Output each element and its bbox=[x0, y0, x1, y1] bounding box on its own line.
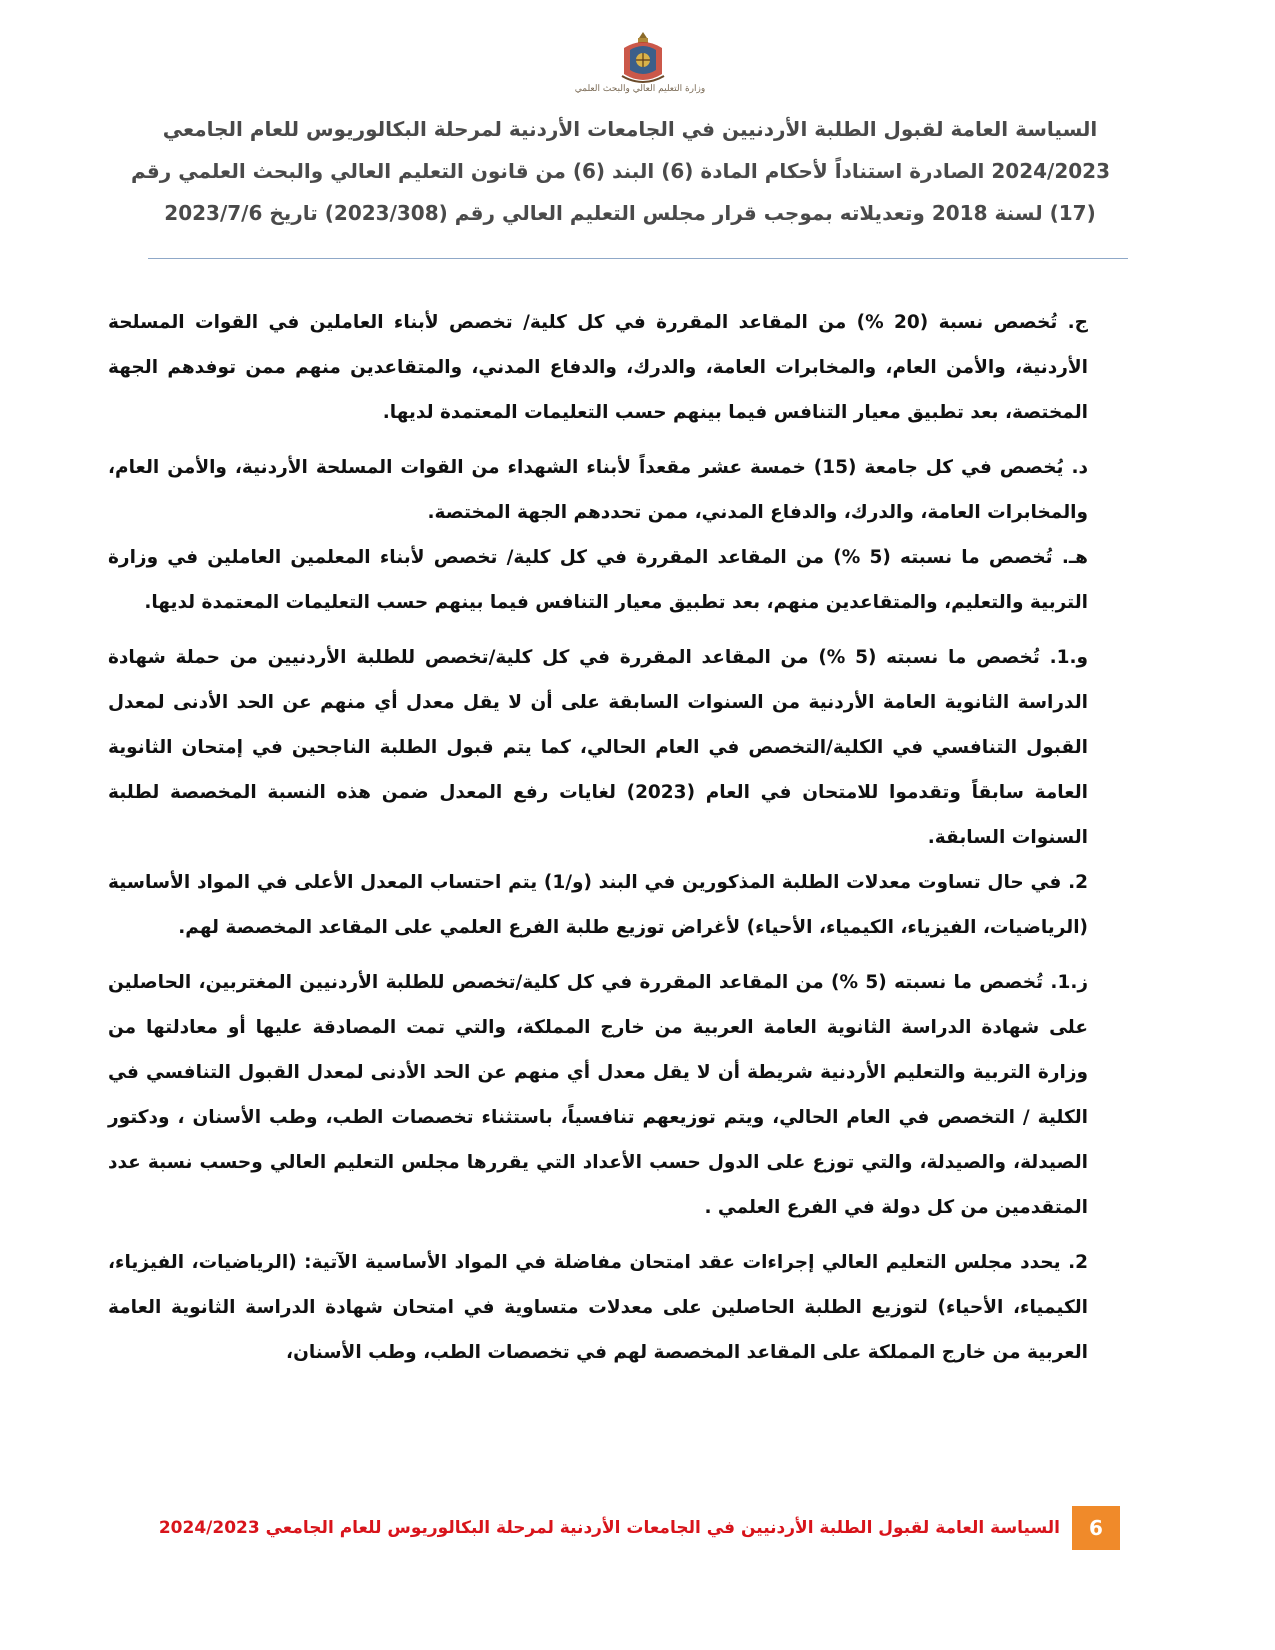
title-line: (17) لسنة 2018 وتعديلاته بموجب قرار مجلس التعليم العالي رقم (2023/308) تاريخ 2023/7/6 bbox=[164, 201, 1096, 225]
ministry-name: وزارة التعليم العالي والبحث العلمي bbox=[574, 84, 706, 94]
jordan-coat-of-arms-emblem bbox=[618, 30, 668, 88]
paragraph-waw-1: و.1. تُخصص ما نسبته (5 %) من المقاعد المقررة في كل كلية/تخصص للطلبة الأردنيين من حملة شهادة الدراسة الثانوية العامة الأردنية من السنوات السابقة على أن لا يقل معدل أي منهم عن الحد الأدنى لمعدل القبول التنافسي في الكلية/التخصص في العام الحالي، كما يتم قبول الطلبة الناجحين في إمتحان الثانوية العامة سابقاً وتقدموا للامتحان في العام (2023) لغايات رفع المعدل ضمن هذه النسبة المخصصة لطلبة السنوات السابقة. bbox=[108, 647, 1088, 848]
footer-title: السياسة العامة لقبول الطلبة الأردنيين في الجامعات الأردنية لمرحلة البكالوريوس للعام الجامعي 2024/2023 bbox=[158, 1518, 1060, 1538]
paragraph-zay-2: 2. يحدد مجلس التعليم العالي إجراءات عقد امتحان مفاضلة في المواد الأساسية الآتية: (الرياضيات، الفيزياء، الكيمياء، الأحياء) لتوزيع الطلبة الحاصلين على معدلات متساوية في امتحان شهادة الدراسة الثانوية العامة العربية من خارج المملكة على المقاعد المخصصة لهم في تخصصات الطب، وطب الأسنان، bbox=[108, 1252, 1088, 1363]
paragraph-zay-1: ز.1. تُخصص ما نسبته (5 %) من المقاعد المقررة في كل كلية/تخصص للطلبة الأردنيين المغتربين، الحاصلين على شهادة الدراسة الثانوية العامة العربية من خارج المملكة، والتي تمت المصادقة عليها أو معادلتها من وزارة التربية والتعليم الأردنية شريطة أن لا يقل معدل أي منهم عن الحد الأدنى لمعدل القبول التنافسي في الكلية / التخصص في العام الحالي، ويتم توزيعهم تنافسياً، باستثناء تخصصات الطب، وطب الأسنان ، ودكتور الصيدلة، والصيدلة، والتي توزع على الدول حسب الأعداد التي يقررها مجلس التعليم العالي وحسب نسبة عدد المتقدمين من كل دولة في الفرع العلمي . bbox=[108, 972, 1088, 1218]
page-footer bbox=[158, 1506, 1120, 1550]
title-line: 2024/2023 الصادرة استناداً لأحكام المادة (6) البند (6) من قانون التعليم العالي والبحث العلمي رقم bbox=[130, 159, 1110, 183]
document-title bbox=[130, 108, 1110, 234]
page-number: 6 bbox=[1072, 1506, 1120, 1550]
paragraph-jeem: ج. تُخصص نسبة (20 %) من المقاعد المقررة في كل كلية/ تخصص لأبناء العاملين في القوات المسلحة الأردنية، والأمن العام، والمخابرات العامة، والدرك، والدفاع المدني، والمتقاعدين منهم ممن توفدهم الجهة المختصة، بعد تطبيق معيار التنافس فيما بينهم حسب التعليمات المعتمدة لديها. bbox=[108, 312, 1088, 423]
paragraph-ha: هـ. تُخصص ما نسبته (5 %) من المقاعد المقررة في كل كلية/ تخصص لأبناء المعلمين العاملين في وزارة التربية والتعليم، والمتقاعدين منهم، بعد تطبيق معيار التنافس فيما بينهم حسب التعليمات المعتمدة لديها. bbox=[108, 547, 1088, 613]
title-line: السياسة العامة لقبول الطلبة الأردنيين في الجامعات الأردنية لمرحلة البكالوريوس للعام الجامعي bbox=[162, 117, 1098, 141]
paragraph-waw-2: 2. في حال تساوت معدلات الطلبة المذكورين في البند (و/1) يتم احتساب المعدل الأعلى في المواد الأساسية (الرياضيات، الفيزياء، الكيمياء، الأحياء) لأغراض توزيع طلبة الفرع العلمي على المقاعد المخصصة لهم. bbox=[108, 872, 1088, 938]
header-divider bbox=[148, 258, 1128, 259]
paragraph-dal: د. يُخصص في كل جامعة (15) خمسة عشر مقعداً لأبناء الشهداء من القوات المسلحة الأردنية، والأمن العام، والمخابرات العامة، والدرك، والدفاع المدني، ممن تحددهم الجهة المختصة. bbox=[108, 457, 1088, 523]
document-body bbox=[108, 300, 1088, 1375]
